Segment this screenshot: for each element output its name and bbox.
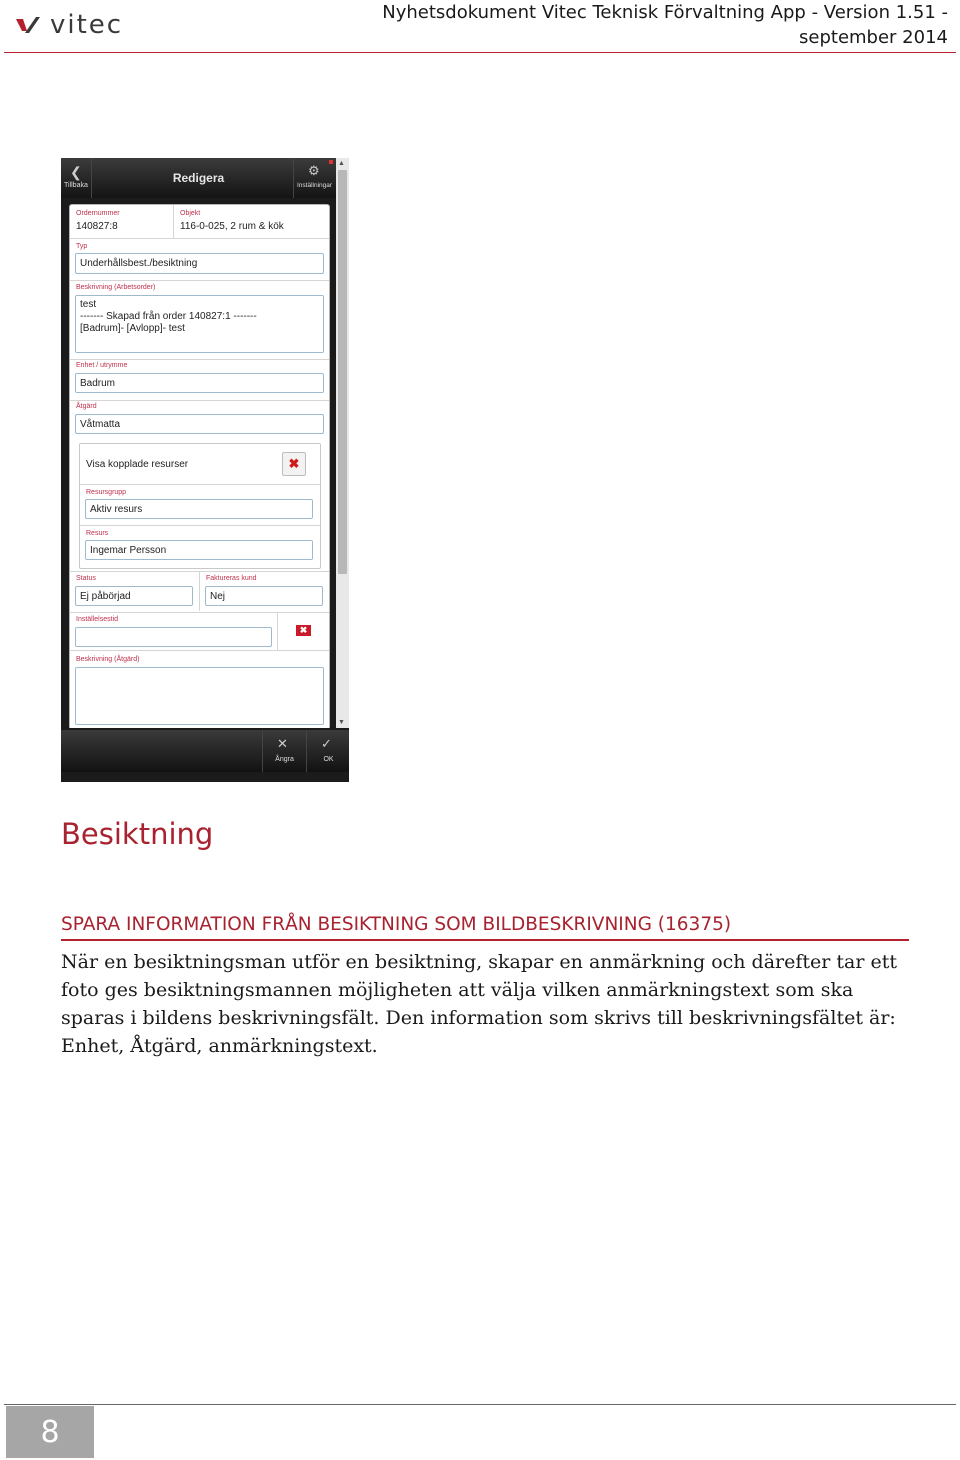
divider (277, 612, 278, 650)
installelsestid-label: Inställelsestid (76, 616, 119, 623)
atgard-label: Åtgärd (76, 403, 97, 410)
page-number: 8 (6, 1406, 94, 1458)
app-bottom-bar (61, 730, 349, 772)
vitec-logo-icon (16, 15, 40, 35)
resurs-label: Resurs (86, 530, 109, 537)
settings-button[interactable] (293, 158, 337, 198)
beskrivning-arbetsorder-textarea[interactable] (75, 295, 324, 353)
objekt-value: 116-0-025, 2 rum & kök (180, 221, 284, 232)
scroll-thumb[interactable] (338, 170, 347, 574)
app-bottom-area (61, 728, 349, 782)
ok-button-label: OK (323, 756, 334, 763)
checkmark-icon: ✓ (321, 736, 332, 751)
scroll-up-icon[interactable]: ▲ (338, 160, 345, 167)
cancel-button[interactable] (262, 730, 306, 772)
chevron-left-icon: ❮ (70, 164, 82, 180)
beskrivning-atgard-label: Beskrivning (Åtgärd) (76, 656, 140, 663)
divider (80, 525, 320, 526)
beskrivning-line: ------- Skapad från order 140827:1 ------- (80, 311, 257, 322)
divider (70, 238, 329, 239)
subsection-title: SPARA INFORMATION FRÅN BESIKTNING SOM BILDBESKRIVNING (16375) (61, 913, 909, 941)
app-title: Redigera (172, 171, 225, 185)
beskrivning-line: test (80, 299, 97, 310)
clear-date-icon[interactable]: ✖ (296, 625, 311, 636)
resursgrupp-label: Resursgrupp (86, 489, 127, 496)
atgard-field[interactable]: Våtmatta (75, 414, 324, 434)
divider (70, 612, 329, 613)
beskrivning-atgard-textarea[interactable] (75, 667, 324, 725)
gear-icon: ⚙ (308, 163, 320, 178)
beskrivning-arbetsorder-label: Beskrivning (Arbetsorder) (76, 284, 156, 291)
ok-button[interactable] (306, 730, 349, 772)
enhet-field[interactable]: Badrum (75, 373, 324, 393)
vitec-logo (16, 12, 123, 38)
faktureras-kund-select[interactable]: Nej (205, 586, 323, 606)
header-divider (4, 52, 956, 53)
typ-select[interactable]: Underhållsbest./besiktning (75, 253, 324, 274)
resursgrupp-select[interactable]: Aktiv resurs (85, 499, 313, 519)
divider (199, 571, 200, 611)
ordernummer-label: Ordernummer (76, 210, 120, 217)
app-top-bar (61, 158, 336, 198)
scroll-down-icon[interactable]: ▼ (338, 719, 345, 726)
typ-label: Typ (76, 243, 88, 250)
scrollbar[interactable] (336, 158, 349, 728)
document-header-title: Nyhetsdokument Vitec Teknisk Förvaltning App - Version 1.51 - september 2014 (382, 2, 948, 48)
resurs-select[interactable]: Ingemar Persson (85, 540, 313, 560)
logo-text: vitec (50, 10, 124, 40)
faktureras-kund-label: Faktureras kund (206, 575, 257, 582)
footer-divider (4, 1404, 956, 1405)
settings-button-label: Inställningar (297, 182, 333, 189)
divider (70, 650, 329, 651)
ordernummer-value: 140827:8 (76, 221, 118, 232)
divider (70, 280, 329, 281)
app-screenshot (61, 158, 349, 782)
resources-panel (79, 443, 321, 569)
divider (70, 359, 329, 360)
notification-dot (329, 160, 333, 164)
divider (70, 400, 329, 401)
cancel-button-label: Ångra (275, 756, 294, 763)
back-button[interactable] (61, 158, 92, 198)
divider (80, 484, 320, 485)
beskrivning-line: [Badrum]- [Avlopp]- test (80, 323, 185, 334)
body-paragraph: När en besiktningsman utför en besiktning, skapar en anmärkning och därefter tar ett foto ges besiktningsmannen möjligheten att välja vilken anmärkningstext som ska sparas i bildens beskrivningsfält. Den information som skrivs till beskrivningsfältet är: Enhet, Åtgärd, anmärkningstext. (61, 951, 898, 1057)
close-icon: ✕ (277, 736, 288, 751)
enhet-label: Enhet / utrymme (76, 362, 128, 369)
section-title: Besiktning (61, 817, 214, 851)
objekt-label: Objekt (180, 210, 201, 217)
back-button-label: Tillbaka (64, 182, 88, 189)
status-label: Status (76, 575, 96, 582)
divider (173, 205, 174, 238)
visa-kopplade-label: Visa kopplade resurser (86, 459, 189, 470)
edit-form (69, 204, 330, 730)
installelsestid-input[interactable] (75, 627, 272, 647)
status-select[interactable]: Ej påbörjad (75, 586, 193, 606)
close-icon[interactable]: ✖ (282, 452, 306, 476)
